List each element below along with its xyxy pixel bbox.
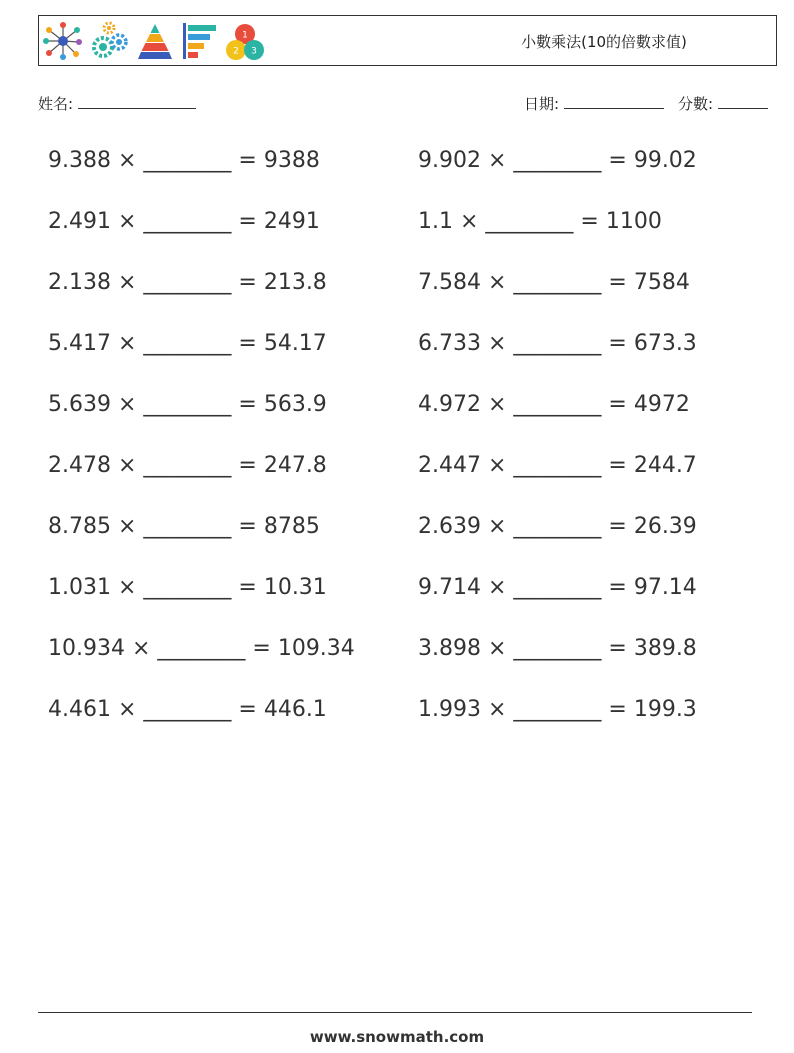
worksheet-header [38, 15, 777, 66]
problem-11[interactable]: 2.478 × ________ = 247.8 [48, 453, 327, 478]
problem-2[interactable]: 9.902 × ________ = 99.02 [418, 148, 697, 173]
network-icon [43, 20, 83, 62]
problem-13[interactable]: 8.785 × ________ = 8785 [48, 514, 320, 539]
pyramid-icon [137, 20, 173, 62]
problem-12[interactable]: 2.447 × ________ = 244.7 [418, 453, 697, 478]
problem-17[interactable]: 10.934 × ________ = 109.34 [48, 636, 355, 661]
date-field[interactable] [524, 93, 664, 114]
number-circles-icon [225, 20, 265, 62]
problem-8[interactable]: 6.733 × ________ = 673.3 [418, 331, 697, 356]
name-field[interactable] [38, 93, 196, 114]
problem-10[interactable]: 4.972 × ________ = 4972 [418, 392, 690, 417]
problem-3[interactable]: 2.491 × ________ = 2491 [48, 209, 320, 234]
footer-url[interactable]: www.snowmath.com [309, 1028, 485, 1046]
name-label: 姓名: [38, 95, 74, 113]
bar-list-icon [181, 20, 219, 62]
problem-5[interactable]: 2.138 × ________ = 213.8 [48, 270, 327, 295]
date-label: 日期: [524, 95, 560, 113]
problem-16[interactable]: 9.714 × ________ = 97.14 [418, 575, 697, 600]
icon-digit-3: 3 [251, 46, 257, 57]
problem-18[interactable]: 3.898 × ________ = 389.8 [418, 636, 697, 661]
score-field[interactable] [678, 93, 768, 114]
footer-divider [38, 1012, 752, 1013]
date-blank[interactable] [564, 94, 664, 109]
score-label: 分數: [678, 95, 714, 113]
icon-digit-2: 2 [233, 46, 239, 57]
score-blank[interactable] [718, 94, 768, 109]
worksheet-title: 小數乘法(10的倍數求值) [521, 33, 687, 51]
name-blank[interactable] [78, 94, 196, 109]
problem-19[interactable]: 4.461 × ________ = 446.1 [48, 697, 327, 722]
problem-14[interactable]: 2.639 × ________ = 26.39 [418, 514, 697, 539]
gears-icon [89, 20, 129, 62]
problem-15[interactable]: 1.031 × ________ = 10.31 [48, 575, 327, 600]
problem-7[interactable]: 5.417 × ________ = 54.17 [48, 331, 327, 356]
icon-digit-1: 1 [242, 30, 248, 41]
problem-20[interactable]: 1.993 × ________ = 199.3 [418, 697, 697, 722]
problem-9[interactable]: 5.639 × ________ = 563.9 [48, 392, 327, 417]
problem-1[interactable]: 9.388 × ________ = 9388 [48, 148, 320, 173]
problem-4[interactable]: 1.1 × ________ = 1100 [418, 209, 662, 234]
problem-6[interactable]: 7.584 × ________ = 7584 [418, 270, 690, 295]
